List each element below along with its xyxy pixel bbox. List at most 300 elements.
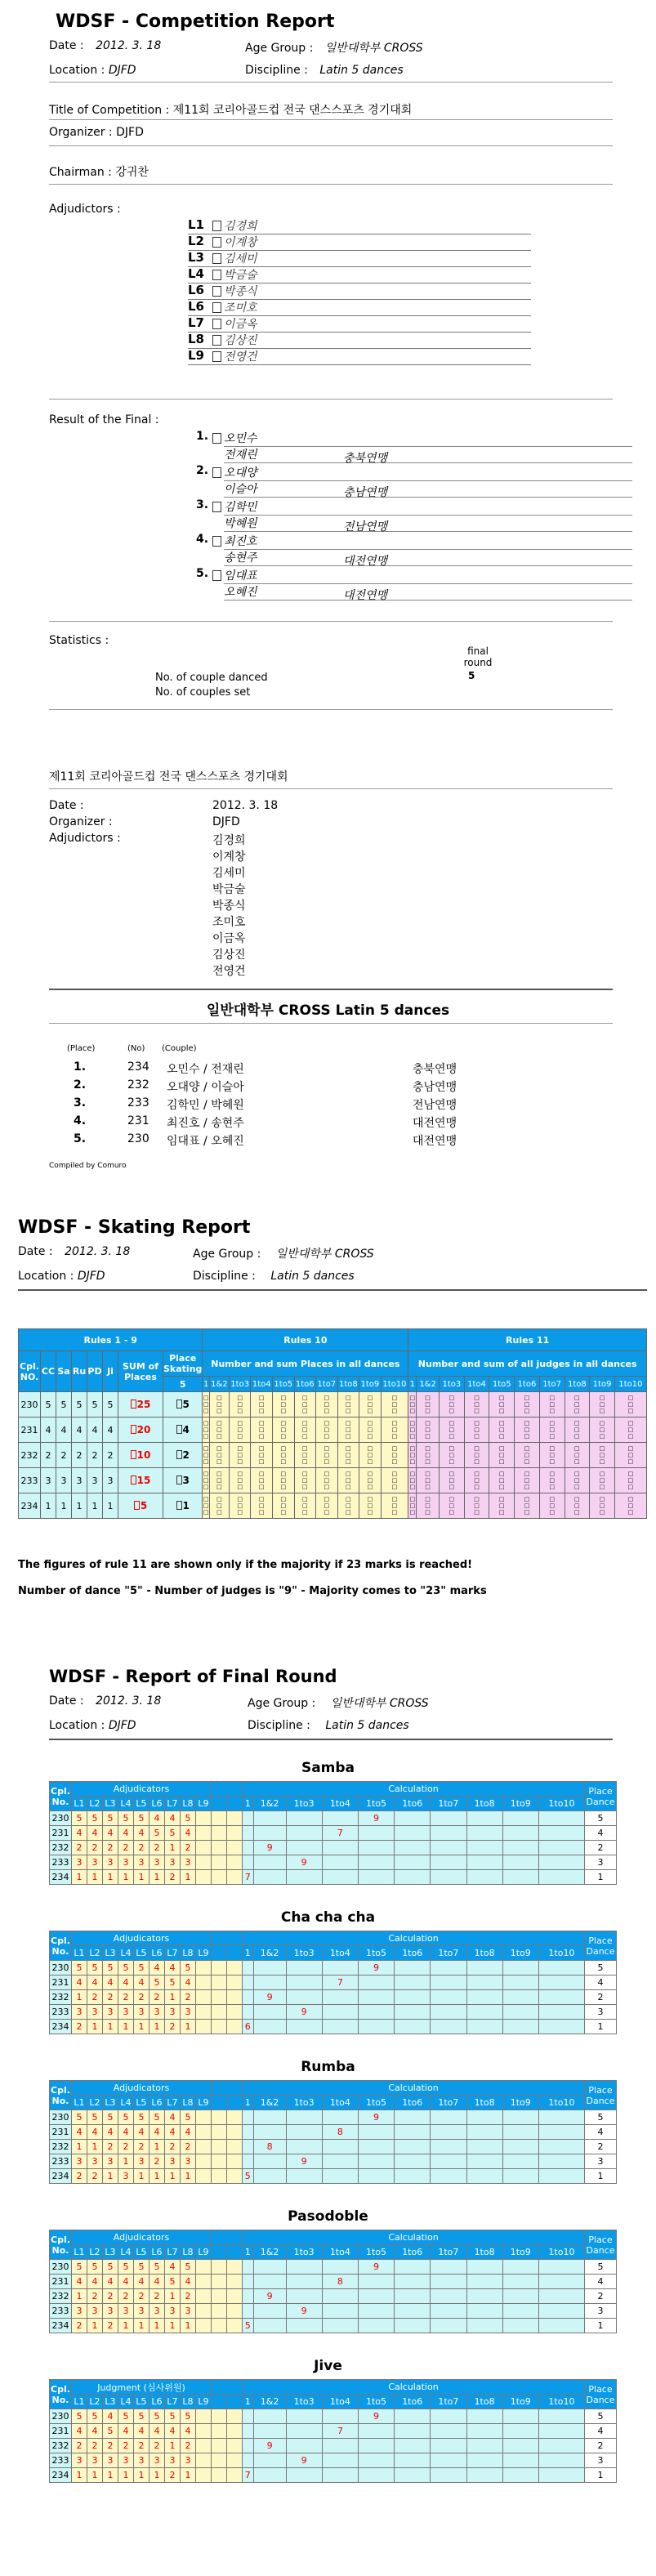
fr-calc-cell (395, 2468, 431, 2483)
fr-calc-cell (243, 1811, 254, 1826)
fr-calc-cell (431, 2439, 466, 2453)
fr-mark: 4 (118, 2424, 134, 2439)
fr-mark: 5 (165, 1976, 181, 1990)
sk-sum-value: 20 (136, 1424, 151, 1435)
adjudicator-name: 이계창 (224, 236, 257, 249)
fr-calc-cell (243, 1826, 254, 1841)
fr-calc-header: Calculation (243, 2380, 585, 2395)
fr-blank-header (212, 2081, 243, 2096)
fr-calc-cell (538, 2453, 584, 2468)
fr-blank-cell (227, 1841, 243, 1855)
fr-mark: 2 (165, 1870, 181, 1885)
fr-calc-cell (358, 2169, 394, 2184)
rule11-cell: □ □ □ (515, 1392, 540, 1417)
fr-blank-cell (227, 2304, 243, 2319)
fr-calc-cell (358, 2289, 394, 2304)
sk-mark: 1 (103, 1493, 118, 1519)
fr-calc-cell (358, 2005, 394, 2020)
checkbox-icon (176, 1450, 182, 1459)
fr-mark: 2 (149, 2154, 165, 2169)
rule10-cell: □ □ □ (272, 1468, 294, 1493)
fr-calc-cell (253, 2125, 286, 2140)
fr-mark: 2 (118, 1990, 134, 2005)
sk-cpl: 230 (19, 1392, 41, 1417)
rule10-cell: □ □ □ (381, 1493, 408, 1519)
fr-judge-header: L6 (149, 2395, 165, 2409)
rule11-cell: □ □ □ (539, 1417, 565, 1443)
fr-blank-cell (227, 2439, 243, 2453)
final-place: 5. (196, 567, 209, 580)
fr-calc-cell (358, 2468, 394, 2483)
skating-table (18, 1328, 647, 1519)
sk-sum-value: 15 (136, 1475, 151, 1486)
rule11-cell: □ □ □ (464, 1443, 489, 1468)
fr-calc-cell (466, 1826, 502, 1841)
fr-calc-cell (395, 2125, 431, 2140)
sum-header: SUM of Places (118, 1351, 163, 1392)
fr-calc-cell (538, 2304, 584, 2319)
fr-calc-cell (395, 2453, 431, 2468)
fr-calc-cell (538, 2289, 584, 2304)
fr-calc-cell (358, 1826, 394, 1841)
fr-judge-header: L1 (72, 2096, 87, 2110)
final-row (188, 533, 645, 568)
summary-adjudicator: 박금술 (212, 883, 246, 896)
fr-calc-cell (243, 2005, 254, 2020)
fr-calc-header: Calculation (243, 2081, 585, 2096)
rule11-cell: □ □ □ (489, 1443, 515, 1468)
fr-cpl: 234 (50, 2468, 72, 2483)
fr-calc-cell (502, 1990, 538, 2005)
fr-mark: 5 (87, 2409, 103, 2424)
fr-mark: 4 (87, 2424, 103, 2439)
fr-mark: 5 (103, 2110, 118, 2125)
rule10-cell: □ □ □ (359, 1493, 382, 1519)
fr-blank-cell (212, 2020, 227, 2034)
fr-calc-cell (286, 1826, 322, 1841)
fr-calc-cell (253, 2468, 286, 2483)
fr-calc-col-header: 1to8 (466, 1797, 502, 1811)
rule11-cell: □ □ □ (614, 1468, 646, 1493)
rule11-cell: □ □ □ (565, 1493, 590, 1519)
fr-calc-cell (358, 2439, 394, 2453)
fr-blank-cell (212, 2125, 227, 2140)
stat-couples-set: No. of couples set (155, 686, 251, 699)
fr-mark: 3 (181, 2453, 196, 2468)
fr-calc-cell (253, 2260, 286, 2275)
rule10-cell: □ □ □ (229, 1417, 251, 1443)
calc-col-header: 1to6 (294, 1377, 316, 1392)
rule10-cell: □ □ □ (337, 1392, 359, 1417)
fr-judge-header: L7 (165, 2096, 181, 2110)
summary-number: 232 (127, 1078, 149, 1092)
summary-date: 2012. 3. 18 (212, 799, 279, 812)
fr-calc-col-header: 1&2 (253, 1797, 286, 1811)
adjudicator-name: 박종식 (224, 285, 257, 298)
summary-number: 234 (127, 1060, 149, 1074)
fr-calc-cell (502, 2453, 538, 2468)
calc-col-header: 1 (408, 1377, 417, 1392)
fr-calc-col-header: 1to9 (502, 2096, 538, 2110)
fr-mark: 3 (72, 2304, 87, 2319)
rule10-cell: □ □ □ (294, 1417, 316, 1443)
fr-mark: 5 (149, 1976, 165, 1990)
fr-calc-cell (358, 2275, 394, 2289)
fr-calc-cell (502, 2169, 538, 2184)
compiled-by: Compiled by Comuro (49, 1162, 127, 1170)
summary-place: 3. (74, 1096, 87, 1109)
checkbox-icon (212, 302, 221, 313)
fr-mark: 2 (87, 1841, 103, 1855)
fr-calc-cell (502, 2260, 538, 2275)
fr-header-row (50, 2230, 617, 2245)
fr-header-row (50, 1782, 617, 1797)
fr-judge-header: L2 (87, 2245, 103, 2260)
fr-mark (196, 1841, 212, 1855)
fr-subheader-row (50, 1797, 617, 1811)
rule11-cell: □ □ □ (408, 1468, 417, 1493)
fr-calc-cell (322, 1870, 358, 1885)
fr-calc-cell (253, 2319, 286, 2333)
rule10-cell: □ □ □ (381, 1392, 408, 1417)
fr-mark: 1 (134, 1870, 149, 1885)
rule10-cell: □ □ □ (381, 1443, 408, 1468)
fr-blank-col (212, 1946, 227, 1961)
summary-adjudicator: 김경희 (212, 834, 246, 847)
rule11-cell: □ □ □ (489, 1392, 515, 1417)
fr-calc-cell (466, 2424, 502, 2439)
fr-blank-cell (212, 1961, 227, 1976)
adjudicator-code: L8 (188, 332, 204, 346)
fr-blank-col (227, 1946, 243, 1961)
fr-header-row (50, 2081, 617, 2096)
fr-place: 1 (585, 2319, 617, 2333)
fr-blank-cell (227, 1811, 243, 1826)
rule10-cell: □ □ □ (229, 1392, 251, 1417)
fr-calc-col-header: 1to6 (395, 2245, 431, 2260)
fr-calc-cell (322, 2154, 358, 2169)
fr-mark: 1 (103, 2169, 118, 2184)
fr-calc-cell (395, 2319, 431, 2333)
checkbox-icon (131, 1425, 136, 1434)
fr-adj-header: Judgment (심사위원) (72, 2380, 212, 2395)
adjudicator-code: L7 (188, 315, 204, 330)
fr-subheader-row (50, 2096, 617, 2110)
final-partner-b: 박혜원 (224, 515, 632, 532)
rule11-cell: □ □ □ (565, 1392, 590, 1417)
sk-mark: 2 (103, 1443, 118, 1468)
rule10-cell: □ □ □ (316, 1493, 338, 1519)
fr-calc-cell: 9 (253, 1841, 286, 1855)
fr-cpl: 230 (50, 2260, 72, 2275)
fr-mark: 1 (118, 2154, 134, 2169)
fr-calc-cell (358, 1990, 394, 2005)
rule10-cell: □ □ □ (229, 1493, 251, 1519)
sk-mark: 4 (103, 1417, 118, 1443)
fr-cpl: 233 (50, 2304, 72, 2319)
fr-cpl: 230 (50, 1961, 72, 1976)
fr-calc-col-header: 1to4 (322, 2096, 358, 2110)
fr-mark: 2 (72, 2020, 87, 2034)
fr-calc-cell: 6 (243, 2020, 254, 2034)
fr-calc-col-header: 1to8 (466, 1946, 502, 1961)
fr-mark: 2 (72, 1841, 87, 1855)
fr-mark (196, 1961, 212, 1976)
rule11-cell: □ □ □ (408, 1392, 417, 1417)
final-club: 전남연맹 (343, 520, 388, 534)
rule11-cell: □ □ □ (417, 1417, 440, 1443)
fr-calc-cell (538, 2409, 584, 2424)
skating-report-title: WDSF - Skating Report (18, 1217, 251, 1238)
fr-calc-cell (431, 1976, 466, 1990)
fr-mark: 3 (87, 2453, 103, 2468)
fr-cpl: 231 (50, 1826, 72, 1841)
fr-mark: 4 (181, 2275, 196, 2289)
fr-mark: 1 (87, 1870, 103, 1885)
fr-cpl: 232 (50, 2140, 72, 2154)
place-sub-header: 5 (163, 1377, 203, 1392)
fr-calc-cell: 9 (286, 2453, 322, 2468)
fr-mark: 5 (149, 2260, 165, 2275)
fr-mark: 2 (118, 2140, 134, 2154)
sk-place-value: 3 (182, 1475, 190, 1486)
final-round-table (49, 1781, 617, 1885)
rule10-cell: □ □ □ (251, 1443, 273, 1468)
sk-mark: 3 (72, 1468, 87, 1493)
fr-mark: 3 (118, 1855, 134, 1870)
fr-mark: 1 (134, 2319, 149, 2333)
fr-blank-header (212, 1782, 243, 1797)
fr-mark: 5 (181, 1961, 196, 1976)
fr-calc-cell (286, 2140, 322, 2154)
fr-calc-cell (253, 1811, 286, 1826)
fr-calc-cell (466, 2110, 502, 2125)
fr-mark: 1 (165, 1990, 181, 2005)
fr-mark: 5 (134, 2260, 149, 2275)
fr-mark: 4 (181, 1826, 196, 1841)
fr-calc-cell (502, 1976, 538, 1990)
adjudicator-name: 전영건 (224, 350, 257, 364)
fr-calc-col-header: 1to5 (358, 2395, 394, 2409)
fr-calc-col-header: 1to6 (395, 1797, 431, 1811)
fr-calc-cell (395, 2275, 431, 2289)
summary-place: 1. (74, 1060, 87, 1074)
rule10-cell: □ □ □ (209, 1468, 229, 1493)
fr-calc-cell: 9 (286, 2005, 322, 2020)
fr-judge-header: L1 (72, 1946, 87, 1961)
fr-mark: 3 (134, 2005, 149, 2020)
fr-calc-col-header: 1to7 (431, 1797, 466, 1811)
rule11-cell: □ □ □ (614, 1443, 646, 1468)
fr-judge-header: L5 (134, 2096, 149, 2110)
fr-judge-header: L7 (165, 2395, 181, 2409)
fr-mark: 5 (118, 2110, 134, 2125)
fr-mark: 2 (103, 2319, 118, 2333)
adjudicator-code: L1 (188, 217, 204, 232)
adjudicator-row (188, 332, 531, 349)
fr-table-row (50, 2005, 617, 2020)
fr-mark: 4 (103, 1976, 118, 1990)
calc-col-header: 1 (203, 1377, 210, 1392)
fr-blank-cell (227, 2020, 243, 2034)
fr-calc-cell (358, 2154, 394, 2169)
fr-table-row (50, 1841, 617, 1855)
fr-calc-cell (431, 2275, 466, 2289)
adjudicator-code: L4 (188, 266, 204, 281)
fr-mark: 5 (149, 2110, 165, 2125)
sk-place (163, 1417, 203, 1443)
fr-table-row (50, 1870, 617, 1885)
fr-calc-col-header: 1to4 (322, 2245, 358, 2260)
fr-mark: 2 (149, 1841, 165, 1855)
rule11-cell: □ □ □ (417, 1493, 440, 1519)
fr-mark: 5 (103, 1811, 118, 1826)
sk-sum-value: 5 (140, 1500, 148, 1511)
fr-calc-cell: 5 (243, 2319, 254, 2333)
fr-mark: 4 (103, 2275, 118, 2289)
checkbox-icon (212, 536, 221, 547)
checkbox-icon (131, 1476, 136, 1484)
rule11-cell: □ □ □ (489, 1493, 515, 1519)
fr-judge-header: L8 (181, 1797, 196, 1811)
fr-calc-cell (395, 2169, 431, 2184)
fr-calc-cell (431, 1990, 466, 2005)
fr-mark: 5 (134, 2110, 149, 2125)
fr-judge-header: L5 (134, 2395, 149, 2409)
final-club: 대전연맹 (343, 589, 388, 602)
final-place: 1. (196, 430, 209, 443)
fr-mark: 2 (103, 2439, 118, 2453)
fr-mark: 3 (118, 2169, 134, 2184)
fr-calc-cell (322, 1855, 358, 1870)
fr-calc-cell (538, 1961, 584, 1976)
dance-title: Rumba (301, 2059, 355, 2075)
calc-col-header: 1to3 (229, 1377, 251, 1392)
fr-calc-cell (253, 2275, 286, 2289)
fr-calc-cell (502, 2154, 538, 2169)
final-place: 3. (196, 498, 209, 511)
fr-calc-cell (502, 2020, 538, 2034)
fr-blank-cell (227, 2289, 243, 2304)
fr-mark: 2 (149, 1990, 165, 2005)
fr-table-row (50, 2439, 617, 2453)
fr-mark: 3 (165, 1855, 181, 1870)
sk-sum (118, 1493, 163, 1519)
adjudicator-row (188, 266, 531, 283)
fr-calc-col-header: 1to5 (358, 1946, 394, 1961)
fr-calc-cell (395, 2005, 431, 2020)
fr-mark: 1 (87, 2140, 103, 2154)
fr-cpl: 232 (50, 1990, 72, 2005)
fr-calc-cell: 9 (253, 2439, 286, 2453)
fr-mark: 4 (118, 2125, 134, 2140)
fr-calc-cell (466, 2289, 502, 2304)
checkbox-icon (176, 1476, 182, 1484)
summary-couple: 오대양 / 이슬아 (167, 1081, 244, 1094)
fr-cpl: 233 (50, 2154, 72, 2169)
fr-calc-col-header: 1to9 (502, 2245, 538, 2260)
rule11-cell: □ □ □ (439, 1392, 464, 1417)
fr-calc-col-header: 1to7 (431, 2096, 466, 2110)
fr-calc-cell (243, 2453, 254, 2468)
rule10-cell: □ □ □ (316, 1392, 338, 1417)
rule10-cell: □ □ □ (316, 1417, 338, 1443)
title-of-competition: Title of Competition : 제11회 코리아골드컵 전국 댄스스포츠 경기대회 (49, 104, 413, 117)
fr-calc-col-header: 1to9 (502, 1797, 538, 1811)
sk-cpl: 234 (19, 1493, 41, 1519)
fr-table-row (50, 1976, 617, 1990)
adjudicator-code: L2 (188, 234, 204, 248)
fr-blank-col (212, 1797, 227, 1811)
fr-calc-cell: 8 (253, 2140, 286, 2154)
final-partner-a: 최진호 (224, 533, 632, 550)
discipline-row: Discipline : Latin 5 dances (245, 64, 404, 77)
fr-mark: 5 (103, 2260, 118, 2275)
checkbox-icon (212, 502, 221, 512)
fr-mark: 1 (87, 2020, 103, 2034)
final-partner-b: 오혜진 (224, 583, 632, 600)
fr-calc-cell (253, 2154, 286, 2169)
fr-calc-cell (253, 2005, 286, 2020)
sk-sum (118, 1468, 163, 1493)
fr-mark (196, 2260, 212, 2275)
fr-table-row (50, 1990, 617, 2005)
rule10-cell: □ □ □ (203, 1392, 210, 1417)
fr-mark (196, 2140, 212, 2154)
fr-table-row (50, 2453, 617, 2468)
statistics-label: Statistics : (49, 634, 109, 647)
fr-mark: 3 (103, 1855, 118, 1870)
summary-adjudicator: 조미호 (212, 916, 246, 929)
rule10-cell: □ □ □ (359, 1468, 382, 1493)
checkbox-icon (176, 1400, 182, 1409)
fr-blank-cell (212, 2319, 227, 2333)
fr-calc-cell (395, 2154, 431, 2169)
fr-cpl: 230 (50, 2409, 72, 2424)
fr-blank-cell (212, 2439, 227, 2453)
rule11-cell: □ □ □ (464, 1468, 489, 1493)
adjudicators-label: Adjudictors : (49, 203, 121, 216)
final-partner-a: 임대표 (224, 567, 632, 584)
fr-mark: 3 (118, 2453, 134, 2468)
fr-place: 4 (585, 1976, 617, 1990)
fr-judge-header: L2 (87, 1797, 103, 1811)
fr-mark: 2 (134, 2140, 149, 2154)
fr-mark: 4 (118, 2275, 134, 2289)
fr-calc-cell (253, 2304, 286, 2319)
dance-title: Samba (301, 1760, 355, 1776)
fr-calc-cell (358, 2125, 394, 2140)
date-row: Date : 2012. 3. 18 (49, 39, 162, 52)
rule11-cell: □ □ □ (590, 1493, 615, 1519)
fr-calc-cell: 5 (243, 2169, 254, 2184)
fr-mark: 4 (181, 2424, 196, 2439)
fr-place: 1 (585, 2020, 617, 2034)
fr-calc-col-header: 1 (243, 2096, 254, 2110)
fr-mark: 3 (149, 2304, 165, 2319)
fr-calc-cell (431, 2319, 466, 2333)
fr-table-row (50, 1855, 617, 1870)
fr-mark: 3 (149, 2453, 165, 2468)
adjudicator-code: L6 (188, 283, 204, 297)
fr-table-row (50, 2275, 617, 2289)
fr-place: 2 (585, 1841, 617, 1855)
fr-place: 3 (585, 2453, 617, 2468)
fr-calc-cell (322, 2439, 358, 2453)
rule11-cell: □ □ □ (464, 1392, 489, 1417)
rule11-cell: □ □ □ (539, 1468, 565, 1493)
sk-mark: 1 (41, 1493, 56, 1519)
